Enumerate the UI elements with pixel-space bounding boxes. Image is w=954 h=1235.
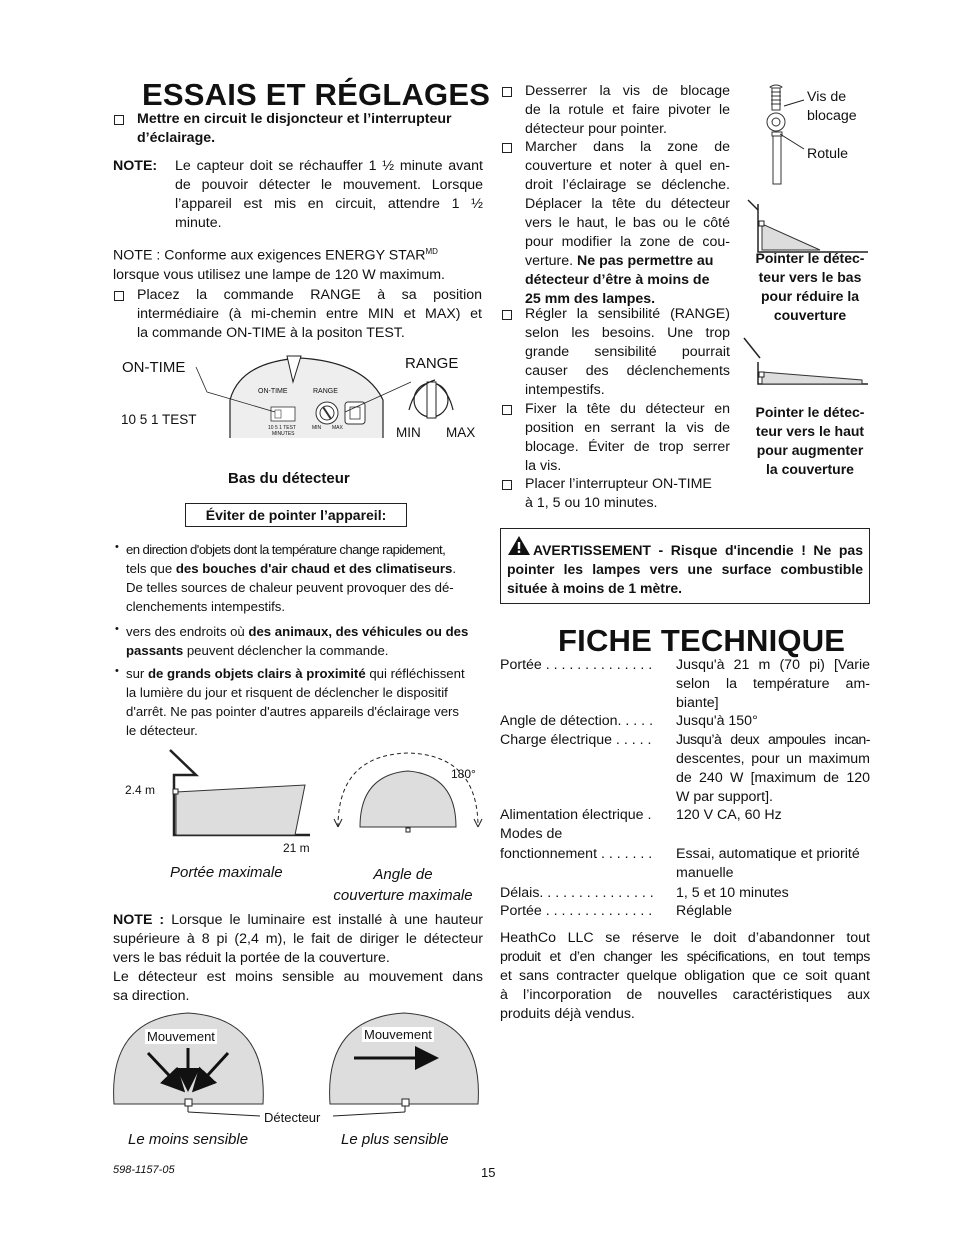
caption-line: Angle de (373, 866, 433, 883)
range-max: MAX (446, 425, 476, 440)
step-line: détecteur pour pointer. (525, 121, 667, 137)
bullet-line: en direction d'objets dont la température change rapidement, (126, 542, 446, 557)
step-line: selon les besoins. Une trop (525, 325, 730, 341)
step-line: grande sensibilité pourrait (525, 344, 730, 360)
step-line: Marcher dans la zone de (525, 139, 730, 155)
step-walk (525, 138, 730, 309)
label-height: 2.4 m (125, 783, 156, 797)
section-title-fiche: FICHE TECHNIQUE (558, 623, 846, 658)
checkbox-icon (114, 291, 124, 301)
spec-value: 1, 5 et 10 minutes (676, 885, 789, 901)
label-detecteur: Détecteur (264, 1110, 321, 1125)
bullet-text: vers des endroits où (126, 624, 249, 639)
step-line: Fixer la tête du détecteur en (525, 401, 730, 417)
bullet-line: De telles sources de chaleur peuvent provoquer des dé- (126, 580, 454, 595)
caption-line: teur vers le haut (755, 423, 865, 439)
caption-line: Pointer le détec- (755, 404, 865, 420)
bullet-bold: des bouches d'air chaud et des climatiseurs (175, 561, 453, 576)
spec-value (676, 656, 870, 713)
caption-plus-sensible: Le plus sensible (341, 1131, 449, 1148)
bullet-line (126, 641, 483, 660)
spec-label: Modes de (500, 826, 563, 842)
step-text: verture. (525, 253, 578, 269)
step-line: Placez la commande RANGE à sa position (137, 287, 482, 303)
bullet-line: la lumière du jour et risquent de déclencher le dispositif (126, 685, 448, 700)
spec-value-line: manuelle (676, 865, 734, 881)
range-angle-diagram (160, 745, 490, 840)
spec-label: Portée . . . . . . . . . . . . . . (500, 657, 653, 673)
spec-value-line: Jusqu'à 21 m (70 pi) [Varie (676, 657, 870, 673)
bullet-text: qui réfléchissent (365, 666, 465, 681)
spec-value-line: biante] (676, 695, 719, 711)
disclaimer-line: produit et d’en changer les spécifications, en tout temps (500, 949, 870, 965)
spec-value (676, 845, 870, 883)
label-angle: 180° (451, 767, 476, 781)
bullet-icon: • (115, 623, 119, 635)
inner-max: MAX (332, 425, 343, 431)
bullet-line: clenchements intempestifs. (126, 599, 286, 614)
range-label: RANGE (405, 355, 459, 372)
checkbox-icon (502, 310, 512, 320)
checkbox-icon (502, 143, 512, 153)
bullet-line (126, 622, 483, 641)
step-line: à 1, 5 ou 10 minutes. (525, 495, 658, 511)
label-mouvement-right: Mouvement (364, 1027, 432, 1042)
label-mouvement-left: Mouvement (147, 1029, 215, 1044)
step-line: position en serrant la vis de (525, 420, 730, 436)
inner-minutes: MINUTES (272, 431, 295, 437)
step-line: de la rotule et faire pivoter le (525, 102, 730, 118)
warning-line: située à moins de 1 mètre. (507, 580, 683, 596)
spec-value-line: selon la température am- (676, 676, 870, 692)
spec-value-line: de 240 W [maximum de 120 (676, 770, 870, 786)
step-line: droit l’éclairage se déclenche. (525, 177, 730, 193)
step-circuit: Mettre en circuit le disjoncteur et l’interrupteur d’éclairage. (137, 111, 452, 146)
warning-text (507, 541, 863, 598)
caption-line: pour augmenter (756, 442, 864, 458)
step-fix (525, 400, 730, 476)
inner-scale: 10 5 1 TEST (268, 425, 296, 431)
spec-label: Angle de détection. . . . . (500, 713, 654, 729)
caption-point-down (740, 249, 880, 325)
step-line: Déplacer la tête du détecteur (525, 196, 730, 212)
inner-min: MIN (312, 425, 322, 431)
note-warmup (175, 157, 483, 233)
spec-label: fonctionnement . . . . . . . (500, 846, 653, 862)
note-label: NOTE: (113, 158, 158, 174)
inner-range: RANGE (313, 388, 338, 395)
section-title-essais: ESSAIS ET RÉGLAGES (142, 77, 491, 112)
label-distance: 21 m (283, 841, 310, 855)
disclaimer-line: produits déjà vendus. (500, 1006, 635, 1022)
label-vis-de: Vis de (807, 89, 847, 105)
disclaimer-line: HeathCo LLC se réserve le doit d’abandonner tout (500, 930, 870, 946)
note-line: Le détecteur est moins sensible au mouvement dans (113, 969, 483, 985)
spec-label: Délais. . . . . . . . . . . . . . . (500, 885, 654, 901)
disclaimer-line: et sans contracter quelque obligation que ce soit quant (500, 968, 870, 984)
note-line: supérieure à 8 pi (2,4 m), le fait de diriger le détecteur (113, 931, 483, 947)
note-energy-star (113, 242, 483, 285)
doc-code: 598-1157-05 (113, 1164, 175, 1176)
detector-head-diagram (740, 82, 875, 402)
step-line: vers le haut, le bas ou le côté (525, 215, 730, 231)
spec-label: Portée . . . . . . . . . . . . . . (500, 903, 653, 919)
bullet-animals (126, 622, 483, 660)
bullet-text: . (452, 561, 457, 576)
bullet-line (126, 664, 483, 683)
spec-value (676, 731, 870, 807)
bullet-temperature (126, 540, 483, 616)
spec-label: Charge électrique . . . . . (500, 732, 652, 748)
step-line: intermédiaire (à mi-chemin entre MIN et MAX) et (137, 306, 482, 322)
ontime-values: 10 5 1 TEST (121, 412, 197, 427)
bullet-text: peuvent déclencher la commande. (183, 643, 389, 658)
note-line: l’appareil est mis en circuit, attendre 1 ½ (175, 196, 483, 212)
page-number: 15 (481, 1165, 496, 1180)
step-line: Régler la sensibilité (RANGE) (525, 306, 730, 322)
step-bold: Ne pas permettre au (577, 253, 714, 269)
step-line (525, 252, 730, 271)
range-min: MIN (396, 425, 421, 440)
step-line: détecteur d’être à moins de (525, 272, 710, 288)
note-line: vers le bas réduit la portée de la couverture. (113, 950, 390, 966)
bullet-reflective (126, 664, 483, 740)
spec-value: Jusqu'à 150° (676, 713, 758, 729)
note-line: minute. (175, 215, 222, 231)
note-line: sa direction. (113, 988, 190, 1004)
step-line: intempestifs. (525, 382, 605, 398)
ontime-label: ON-TIME (122, 359, 186, 376)
bullet-line (126, 559, 483, 578)
note-line: Le capteur doit se réchauffer 1 ½ minute avant (175, 158, 483, 174)
caption-line: la couverture (766, 461, 854, 477)
caption-bas-detecteur: Bas du détecteur (228, 470, 350, 487)
checkbox-icon (502, 87, 512, 97)
step-line: blocage. Éviter de trop serrer (525, 439, 730, 455)
label-rotule: Rotule (807, 146, 849, 162)
step-line: Placer l’interrupteur ON-TIME (525, 476, 712, 492)
inner-ontime: ON-TIME (258, 388, 288, 395)
note-energy-text2: lorsque vous utilisez une lampe de 120 W maximum. (113, 266, 445, 283)
bullet-line: le détecteur. (126, 723, 198, 738)
spec-value-line: Essai, automatique et priorité (676, 846, 860, 862)
caption-line: pour réduire la (760, 288, 860, 304)
warning-line: pointer les lampes vers une surface combustible (507, 561, 863, 577)
spec-value-line: W par support]. (676, 789, 773, 805)
checkbox-icon (114, 115, 124, 125)
step-line: la vis. (525, 458, 562, 474)
bullet-bold: de grands objets clairs à proximité (147, 666, 366, 681)
caption-line: couverture (773, 307, 847, 323)
note-label-bold: NOTE : (113, 912, 165, 928)
note-height (113, 911, 483, 1006)
caption-moins-sensible: Le moins sensible (128, 1131, 249, 1148)
note-line: de pouvoir détecter le mouvement. Lorsque (175, 177, 483, 193)
step-line: la commande ON-TIME à la positon TEST. (137, 325, 405, 341)
caption-line: Pointer le détec- (755, 250, 865, 266)
warning-line: AVERTISSEMENT - Risque d'incendie ! Ne pas (533, 542, 863, 558)
bullet-bold: passants (126, 643, 184, 658)
step-ontime (525, 475, 730, 513)
checkbox-icon (502, 480, 512, 490)
disclaimer-line: à l’incorporation de nouvelles caractéristiques aux (500, 987, 870, 1003)
spec-value: 120 V CA, 60 Hz (676, 807, 782, 823)
bullet-line: d'arrêt. Ne pas pointer d'autres appareils d'éclairage vers (126, 704, 460, 719)
caption-angle-max (322, 864, 484, 906)
spec-value-line: descentes, pour un maximum (676, 751, 870, 767)
bullet-text: sur (126, 666, 148, 681)
label-blocage: blocage (807, 108, 857, 124)
caption-line: teur vers le bas (758, 269, 862, 285)
bullet-bold: des animaux, des véhicules ou des (248, 624, 469, 639)
checkbox-icon (502, 405, 512, 415)
step-sensitivity (525, 305, 730, 400)
caption-portee-max: Portée maximale (170, 864, 283, 881)
trademark-sup: MD (425, 247, 438, 256)
caption-point-up (740, 403, 880, 479)
step-line: pour modifier la zone de cou- (525, 234, 730, 250)
spec-label: Alimentation électrique . (500, 807, 652, 823)
bullet-text: tels que (126, 561, 176, 576)
caption-line: couverture maximale (333, 887, 473, 904)
avoid-box: Éviter de pointer l’appareil: (185, 503, 407, 527)
spec-value: Réglable (676, 903, 733, 919)
note-text: Lorsque le luminaire est installé à une hauteur (164, 912, 484, 928)
spec-value-line: Jusqu’à deux ampoules incan- (676, 732, 870, 748)
step-line: causer des déclenchements (525, 363, 730, 379)
bullet-icon: • (115, 541, 119, 553)
note-energy-text: NOTE : Conforme aux exigences ENERGY STAR (113, 247, 426, 264)
disclaimer (500, 929, 870, 1024)
step-range (137, 286, 482, 343)
note-line (113, 911, 483, 930)
step-line: 25 mm des lampes. (525, 291, 656, 307)
step-line: couverture et noter à quel en- (525, 158, 730, 174)
step-loosen (525, 82, 730, 139)
step-line: Desserrer la vis de blocage (525, 83, 730, 99)
bullet-icon: • (115, 665, 119, 677)
